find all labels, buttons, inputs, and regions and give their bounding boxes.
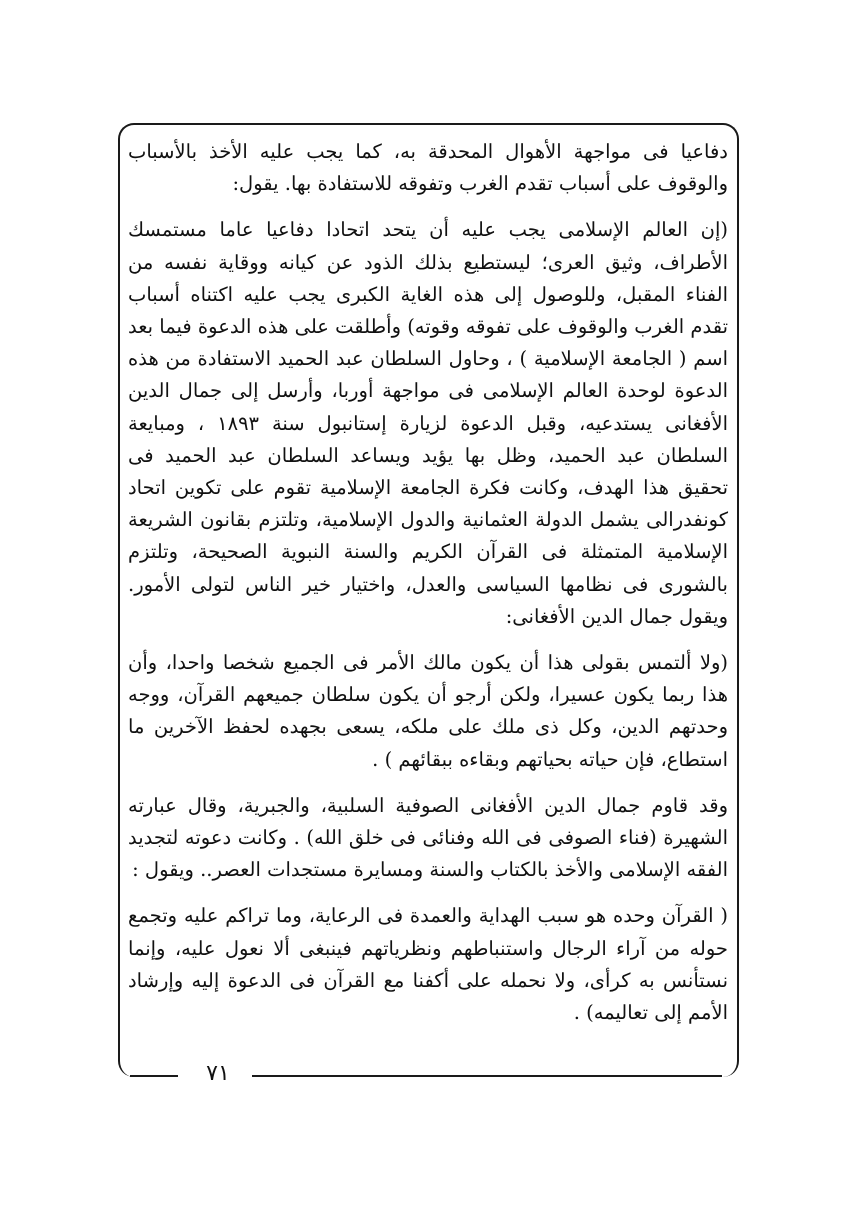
page-number: ٧١ xyxy=(206,1061,230,1086)
paragraph-5: ( القرآن وحده هو سبب الهداية والعمدة فى الرعاية، وما تراكم عليه وتجمع حوله من آراء الرجال واستنباطهم ونظرياتهم فينبغى ألا نعول عليه، وإنما نستأنس به كرأى، ولا نحمله على أكفنا مع القرآن فى الدعوة إليه وإرشاد الأمم إلى تعاليمه) . xyxy=(128,904,728,1025)
paragraph-1: دفاعيا فى مواجهة الأهوال المحدقة به، كما يجب عليه الأخذ بالأسباب والوقوف على أسباب تقدم الغرب وتفوقه للاستفادة بها. يقول: xyxy=(128,140,728,196)
page-body-text xyxy=(128,136,728,1029)
footer-rule-left xyxy=(130,1075,178,1077)
footer-rule-right xyxy=(252,1075,722,1077)
paragraph-3: (ولا ألتمس بقولى هذا أن يكون مالك الأمر فى الجميع شخصا واحدا، وأن هذا ربما يكون عسيرا، ولكن أرجو أن يكون سلطان جميعهم القرآن، ووجه وحدتهم الدين، وكل ذى ملك على ملكه، يسعى بجهده لحفظ الآخرين ما استطاع، فإن حياته بحياتهم وبقاءه ببقائهم ) . xyxy=(128,651,728,771)
paragraph-4: وقد قاوم جمال الدين الأفغانى الصوفية السلبية، والجبرية، وقال عبارته الشهيرة (فناء الصوفى فى الله وفنائى فى خلق الله) . وكانت دعوته لتجديد الفقه الإسلامى والأخذ بالكتاب والسنة ومسايرة مستجدات العصر.. ويقول : xyxy=(128,793,728,882)
paragraph-2: (إن العالم الإسلامى يجب عليه أن يتحد اتحادا دفاعيا عاما مستمسك الأطراف، وثيق العرى؛ ليستطيع بذلك الذود عن كيانه ووقاية نفسه من الفناء المقبل، وللوصول إلى هذه الغاية الكبرى يجب عليه اكتناه أسباب تقدم الغرب والوقوف على تفوقه وقوته) وأطلقت على هذه الدعوة فيما بعد اسم ( الجامعة الإسلامية ) ، وحاول السلطان عبد الحميد الاستفادة من هذه الدعوة لوحدة العالم الإسلامى فى مواجهة أوربا، وأرسل إلى جمال الدين الأفغانى يستدعيه، وقبل الدعوة لزيارة إستانبول سنة ١٨٩٣ ، ومبايعة السلطان عبد الحميد، وظل بها يؤيد ويساعد السلطان عبد الحميد فى تحقيق هذا الهدف، وكانت فكرة الجامعة الإسلامية تقوم على تكوين اتحاد كونفدرالى يشمل الدولة العثمانية والدول الإسلامية، وتلتزم بقانون الشريعة الإسلامية المتمثلة فى القرآن الكريم والسنة النبوية الصحيحة، وتلتزم بالشورى فى نظامها السياسى والعدل، واختيار خير الناس لتولى الأمور. ويقول جمال الدين الأفغانى: xyxy=(128,218,729,628)
